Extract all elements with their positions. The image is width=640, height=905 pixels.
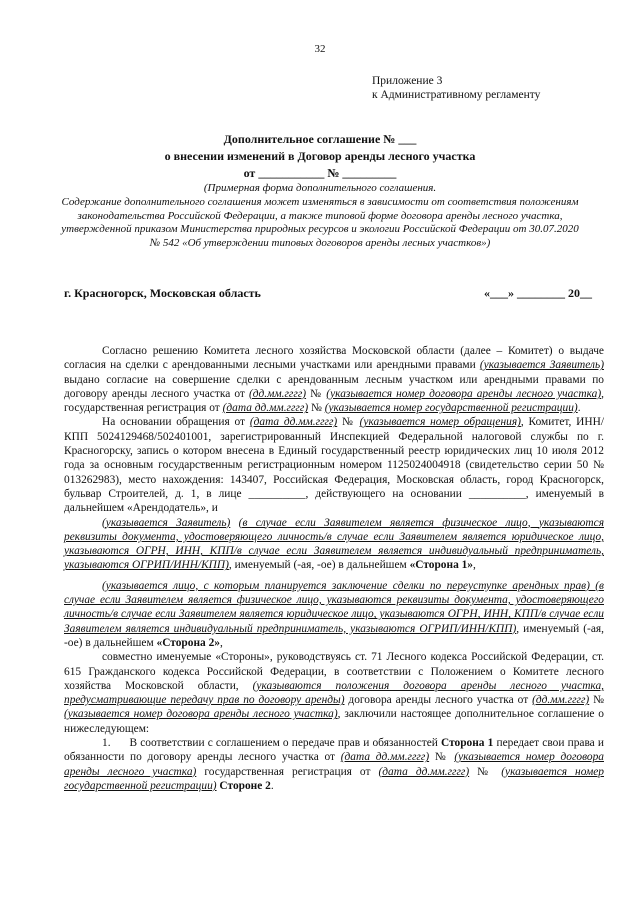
annex-line-1: Приложение 3 [372,75,443,87]
paragraph-1: Согласно решению Комитета лесного хозяйства Московской области (далее – Комитет) о выдаче согласия на сделки с арендованными лесными участками или арендными правами (указывается Заявитель) выдано согласие на совершение сделки с арендованным лесным участком или арендными правами по договору аренды лесного участка от (дд.мм.гггг) № (указывается номер договора аренды лесного участка), государственная регистрация от (дата дд.мм.гггг) № (указывается номер государственной регистрации). [64,345,604,415]
form-note: Содержание дополнительного соглашения может изменяться в зависимости от соответствия положениям законодательства Российской Федерации, а также типовой форме договора аренды лесного участка, утвержденной приказом Министерства природных ресурсов и экологии Российской Федерации от 30.07.2020 № 542 «Об утверждении типовых договоров аренды лесных участков») [61,196,579,249]
clause-number: 1. [102,737,111,750]
title-line-3: от ___________ № _________ [243,166,397,180]
paragraph-2: На основании обращения от (дата дд.мм.гггг) № (указывается номер обращения), Комитет, ИНН/КПП 5024129468/502401001, зарегистрированный Инспекцией Федеральной налоговой службы по г. Красногорску, запись о котором внесена в Единый государственный реестр юридических лиц 10 июля 2012 года за основным государственным регистрационным номером 1125024004918 (свидетельство серии 50 № 013262983), место нахождения: 143407, Российская Федерация, Московская область, город Красногорск, бульвар Строителей, д. 1, в лице __________, действующего на основании __________, именуемый в дальнейшем «Арендодатель», и [64,416,604,515]
paragraph-6-clause-1: 1. В соответствии с соглашением о передаче прав и обязанностей Сторона 1 передает свои права и обязанности по договору аренды лесного участка от (дата дд.мм.гггг) № (указывается номер договора аренды лесного участка) государственная регистрация от (дата дд.мм.гггг) № (указывается номер государственной регистрации) Стороне 2. [64,737,604,792]
subtitle: (Примерная форма дополнительного соглашения. [203,182,437,194]
page-number: 32 [314,43,326,55]
paragraph-4-party-2: (указывается лицо, с которым планируется заключение сделки по переуступке арендных прав) (в случае если Заявителем является физическое лицо, указываются реквизиты документа, удостоверяющего личность/в случае если Заявителем является юридическое лицо, указываются ОГРН, ИНН, КПП/в случае если Заявителем является индивидуальный предприниматель, указываются ОГРИП/ИНН/КПП), именуемый (-ая, -ое) в дальнейшем «Сторона 2», [64,579,604,649]
paragraph-3-party-1: (указывается Заявитель) (в случае если Заявителем является физическое лицо, указываются реквизиты документа, удостоверяющего личность/в случае если Заявителем является юридическое лицо, указываются ОГРН, ИНН, КПП/в случае если Заявителем является индивидуальный предприниматель, указываются ОГРИП/ИНН/КПП), именуемый (-ая, -ое) в дальнейшем «Сторона 1», [64,516,604,572]
agreement-body [64,344,604,793]
annex-line-2: к Административному регламенту [372,89,541,101]
place-of-signing: г. Красногорск, Московская область [64,286,261,300]
title-line-1: Дополнительное соглашение № ___ [223,132,417,146]
signing-date: «___» ________ 20__ [484,286,592,300]
annex-header [372,74,540,102]
paragraph-5: совместно именуемые «Стороны», руководствуясь ст. 71 Лесного кодекса Российской Федерации, ст. 615 Гражданского кодекса Российской Федерации, в соответствии с Положением о Комитете лесного хозяйства Московской области, (указываются положения договора аренды лесного участка, предусматривающие передачу прав по договору аренды) договора аренды лесного участка от (дд.мм.гггг) № (указывается номер договора аренды лесного участка), заключили настоящее дополнительное соглашение о нижеследующем: [64,651,605,735]
title-line-2: о внесении изменений в Договор аренды лесного участка [164,149,476,163]
